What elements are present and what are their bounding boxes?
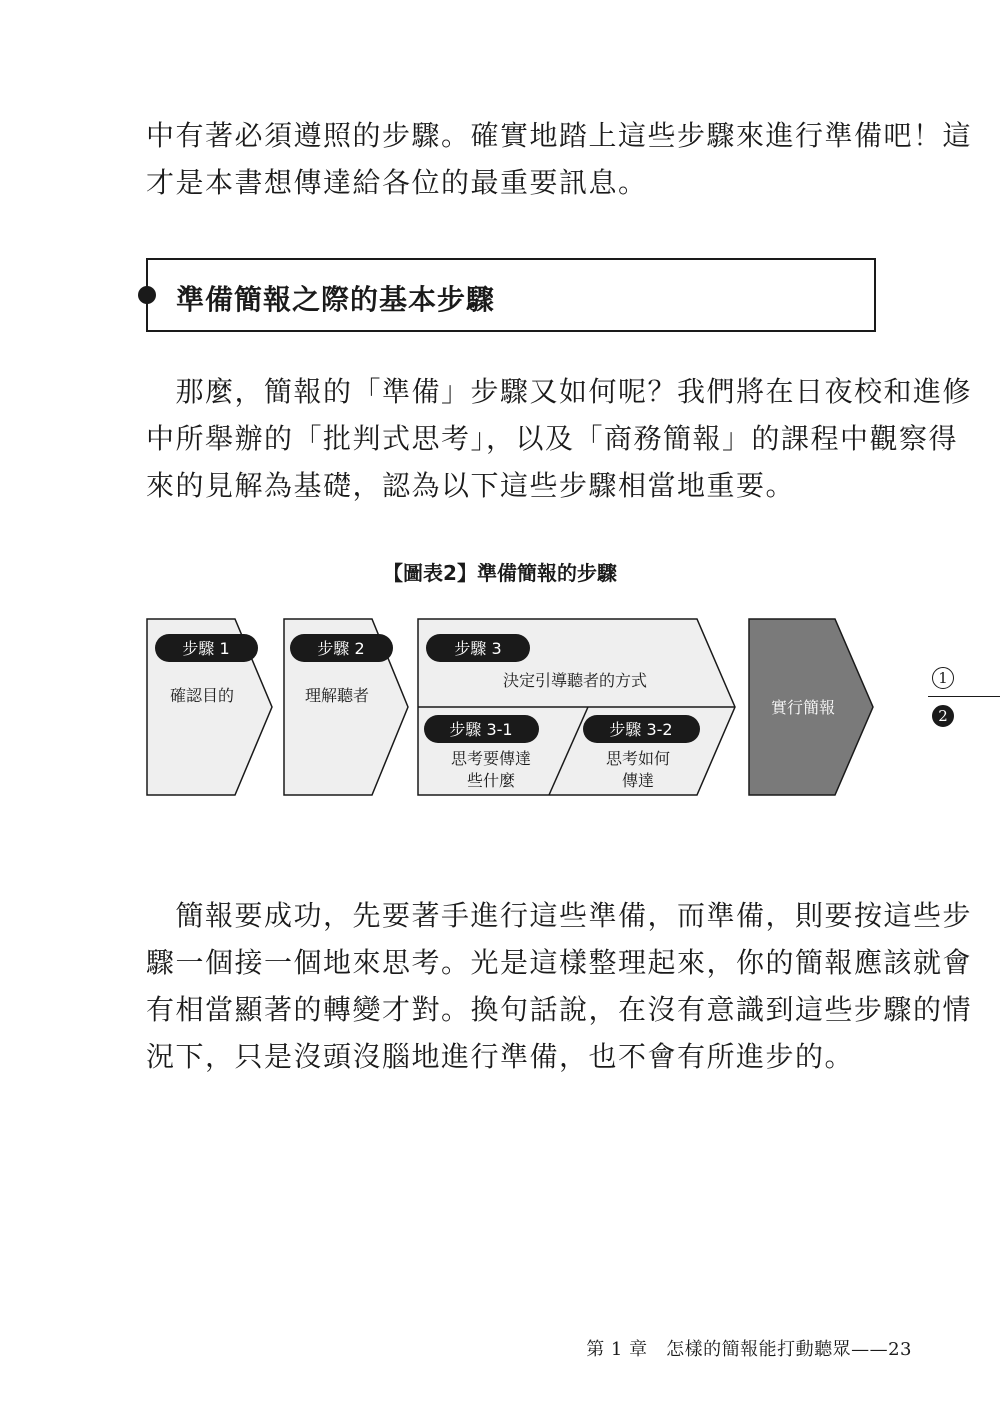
page-footer: 第 1 章 怎樣的簡報能打動聽眾——23 (586, 1339, 912, 1360)
step-3-2-label: 步驟 3-2 (609, 720, 673, 739)
step-3-text: 決定引導聽者的方式 (502, 671, 648, 690)
step-3-2-text-line2: 傳達 (621, 771, 655, 790)
step-3-1-label: 步驟 3-1 (449, 720, 513, 739)
text-line: 那麼，簡報的「準備」步驟又如何呢？我們將在日夜校和進修 (146, 375, 973, 408)
step-2-box (284, 619, 408, 795)
text-line: 中有著必須遵照的步驟。確實地踏上這些步驟來進行準備吧！這 (146, 119, 973, 152)
final-step-text: 實行簡報 (770, 698, 836, 717)
body-paragraph-2 (146, 892, 973, 1080)
text-line: 況下，只是沒頭沒腦地進行準備，也不會有所進步的。 (146, 1040, 855, 1073)
text-line: 有相當顯著的轉變才對。換句話說，在沒有意識到這些步驟的情 (146, 993, 973, 1026)
chapter-marker-1: 1 (932, 667, 954, 689)
step-3-1-text-line1: 思考要傳達 (450, 749, 532, 768)
step-3-2-text-line1: 思考如何 (605, 749, 671, 768)
text-line: 來的見解為基礎，認為以下這些步驟相當地重要。 (146, 469, 796, 502)
step-1-text: 確認目的 (169, 686, 235, 705)
step-2-text: 理解聽者 (304, 686, 370, 705)
step-1-label: 步驟 1 (182, 639, 230, 658)
text-line: 驟一個接一個地來思考。光是這樣整理起來，你的簡報應該就會 (146, 946, 973, 979)
section-heading: 準備簡報之際的基本步驟 (176, 283, 496, 316)
step-2-label: 步驟 2 (317, 639, 365, 658)
final-step-box (749, 619, 873, 795)
step-1-box (147, 619, 272, 795)
text-line: 簡報要成功，先要著手進行這些準備，而準備，則要按這些步 (146, 899, 973, 932)
step-3-1-text-line2: 些什麼 (466, 771, 516, 790)
text-line: 中所舉辦的「批判式思考」，以及「商務簡報」的課程中觀察得 (146, 422, 959, 455)
step-3-box (418, 619, 735, 795)
chapter-marker-2: 2 (932, 705, 954, 727)
figure-title: 【圖表2】準備簡報的步驟 (383, 561, 617, 585)
step-3-label: 步驟 3 (454, 639, 502, 658)
text-line: 才是本書想傳達給各位的最重要訊息。 (146, 166, 648, 199)
chapter-marker-rule (928, 696, 1000, 697)
